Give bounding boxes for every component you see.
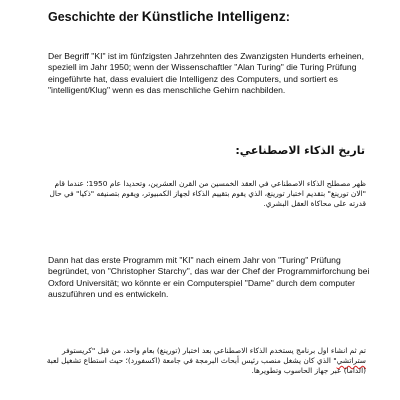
title-suffix: : [285, 10, 290, 24]
german-paragraph-1: Der Begriff "KI" ist im fünfzigsten Jahrzehnten des Zwanzigsten Hunderts erheinen, speziell im Jahr 1950; wenn der Wissenschaftler "Alan Turing" die Turing Prüfung eingeführte hat, dass evaluiert die Intelligenz des Computers, und sortiert es "intelligent/Klug" wenn es das menschliche Gehirn nachbilden. [48, 51, 364, 96]
arabic-paragraph-2-end: " الذي كان يشغل منصب رئيس أبحاث البرمجة في جامعة (اكسفورد)؛ حيث استطاع تشغيل لعبة (الداما) عبر جهاز الحاسوب وتطويرها. [46, 356, 366, 376]
arabic-paragraph-2-start: تم ثم انشاء اول برنامج يستخدم الذكاء الاصطناعي بعد اختبار (تورينغ) بعام واحد، من قبل "كريستوفر [62, 346, 366, 355]
document-title [48, 8, 378, 25]
arabic-paragraph-2 [46, 346, 366, 377]
arabic-heading: تاريخ الذكاء الاصطناعي: [235, 144, 365, 157]
title-prefix: Geschichte der [48, 10, 142, 24]
spellcheck-word: ستراتشي [336, 356, 366, 366]
german-paragraph-2: Dann hat das erste Programm mit "KI" nach einem Jahr von "Turing" Prüfung begründet, von "Christopher Starchy", das war der Chef der Programmirforchung bei Oxford Universität; wo könnte er ein Computerspiel "Dame" durch dem computer auszuführen und es entwickeln. [48, 255, 370, 300]
title-main: Künstliche Intelligenz [141, 8, 286, 24]
arabic-paragraph-1: ظهر مصطلح الذكاء الاصطناعي في العقد الخمسين من القرن العشرين، وتحديدا عام 1950؛ عندما قام "الان تورينغ" بتقديم اختبار تورينغ، الذي يقوم بتقييم الذكاء لجهاز الكمبيوتر، ويقوم بتصنيفه "ذكيا" في حال قدرته على محاكاة العقل البشري. [49, 179, 366, 209]
